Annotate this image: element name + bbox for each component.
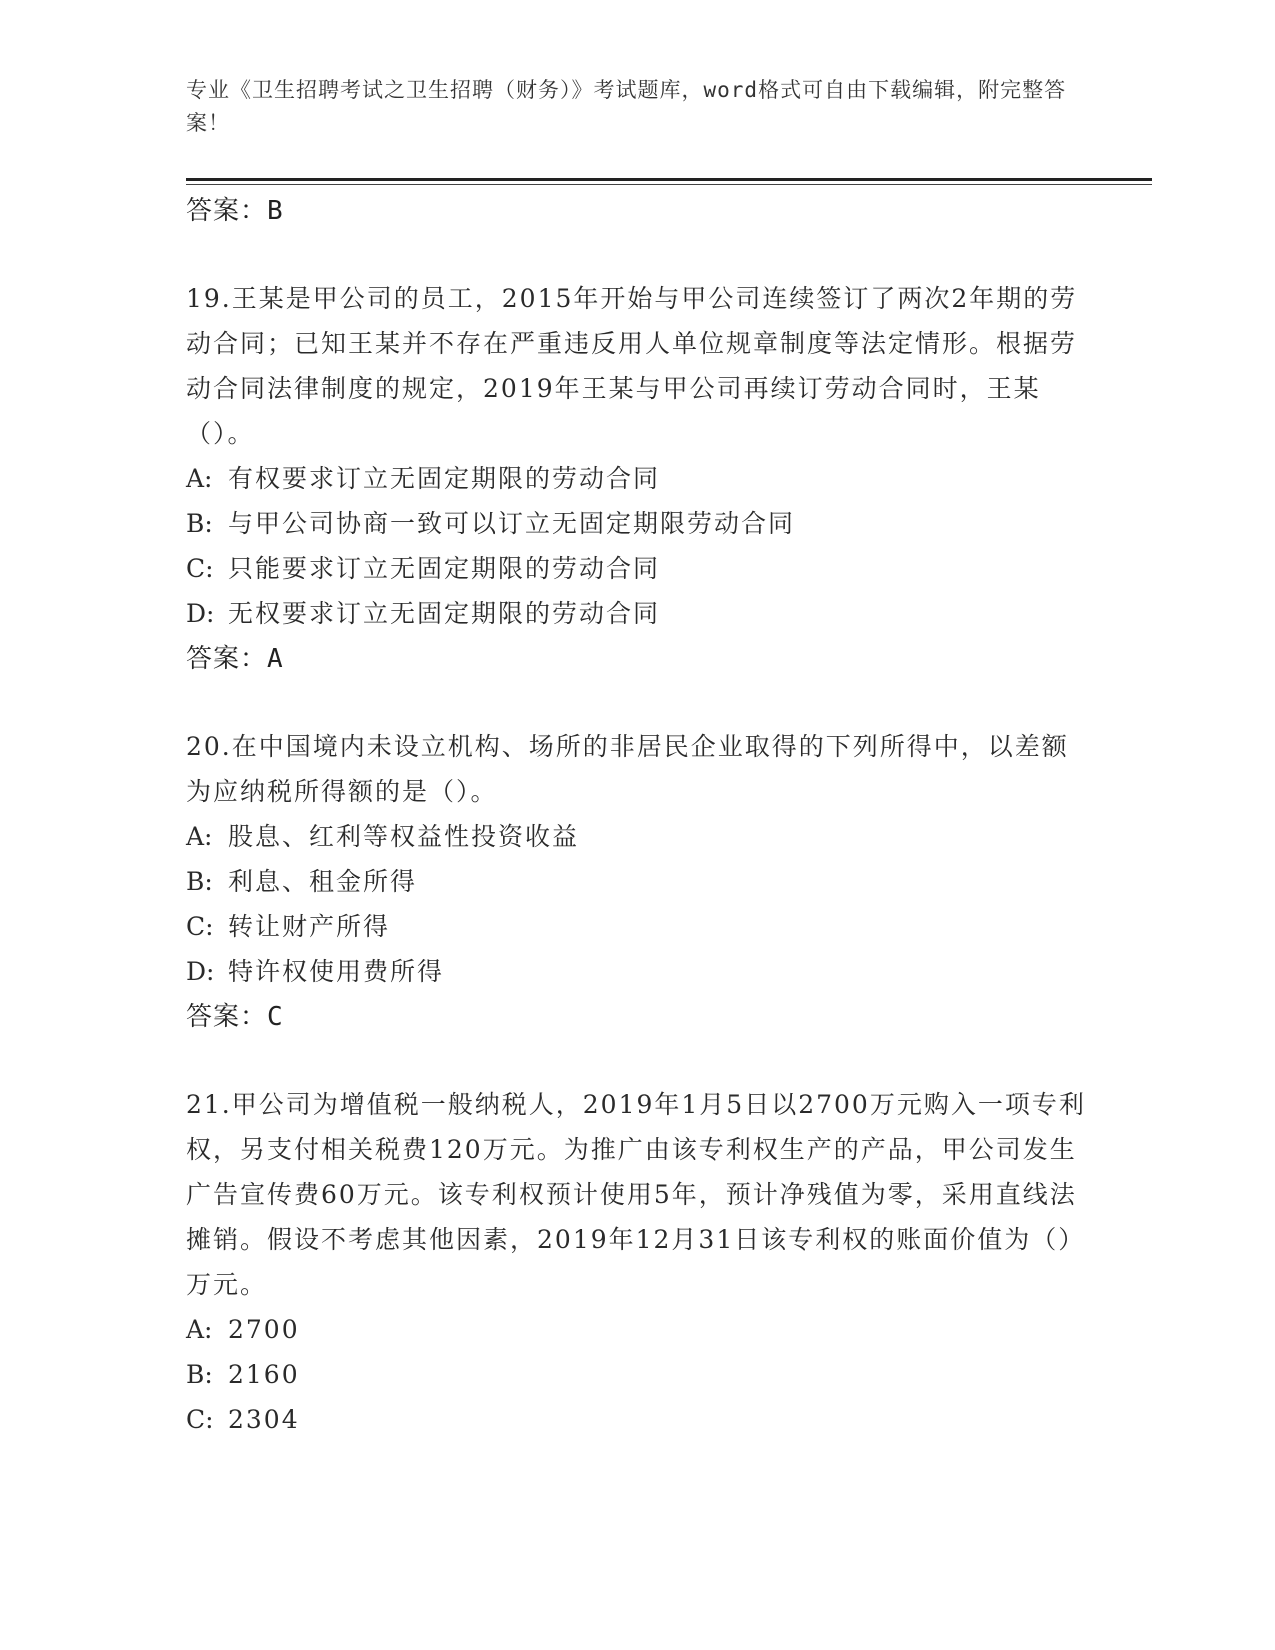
answer-value: C — [267, 1002, 284, 1032]
option-text: 转让财产所得 — [228, 912, 391, 941]
question-text: 甲公司为增值税一般纳税人，2019年1月5日以2700万元购入一项专利权，另支付相关税费120万元。为推广由该专利权生产的产品，甲公司发生广告宣传费60万元。该专利权预计使用5年，预计净残值为零，采用直线法摊销。假设不考虑其他因素，2019年12月31日该专利权的账面价值为（）万元。 — [186, 1090, 1086, 1299]
option-b — [186, 859, 1086, 904]
answer-line — [186, 188, 1086, 234]
answer-label: 答案： — [186, 1002, 268, 1032]
option-b — [186, 1352, 1086, 1397]
question-20 — [186, 724, 1086, 1040]
option-c — [186, 904, 1086, 949]
option-text: 有权要求订立无固定期限的劳动合同 — [228, 464, 661, 493]
option-c — [186, 546, 1086, 591]
option-text: 2700 — [228, 1315, 300, 1344]
option-b — [186, 501, 1086, 546]
option-letter: D: — [186, 957, 215, 986]
option-letter: C: — [186, 1405, 214, 1434]
option-text: 2304 — [228, 1405, 300, 1434]
option-text: 与甲公司协商一致可以订立无固定期限劳动合同 — [228, 509, 796, 538]
question-number: 20. — [186, 732, 232, 761]
option-text: 无权要求订立无固定期限的劳动合同 — [228, 599, 661, 628]
document-content — [186, 188, 1086, 1442]
question-stem — [186, 724, 1086, 814]
option-letter: A: — [186, 1315, 213, 1344]
question-stem — [186, 276, 1086, 456]
option-a — [186, 456, 1086, 501]
option-text: 2160 — [228, 1360, 300, 1389]
answer-line — [186, 636, 1086, 682]
question-19 — [186, 276, 1086, 682]
option-letter: B: — [186, 867, 213, 896]
question-21 — [186, 1082, 1086, 1442]
header-rule-thick — [186, 178, 1152, 181]
question-number: 21. — [186, 1090, 232, 1119]
question-text: 王某是甲公司的员工，2015年开始与甲公司连续签订了两次2年期的劳动合同；已知王某并不存在严重违反用人单位规章制度等法定情形。根据劳动合同法律制度的规定，2019年王某与甲公司再续订劳动合同时，王某（）。 — [186, 284, 1078, 448]
option-text: 只能要求订立无固定期限的劳动合同 — [228, 554, 661, 583]
answer-value: A — [267, 644, 284, 674]
page-header: 专业《卫生招聘考试之卫生招聘（财务）》考试题库，word格式可自由下载编辑，附完整答案！ — [186, 78, 1067, 135]
answer-line — [186, 994, 1086, 1040]
option-a — [186, 1307, 1086, 1352]
option-d — [186, 591, 1086, 636]
answer-label: 答案： — [186, 196, 268, 226]
option-text: 股息、红利等权益性投资收益 — [228, 822, 580, 851]
header-rule-thin — [186, 184, 1152, 185]
option-letter: B: — [186, 1360, 213, 1389]
option-d — [186, 949, 1086, 994]
option-letter: C: — [186, 912, 214, 941]
option-letter: D: — [186, 599, 215, 628]
option-letter: A: — [186, 822, 213, 851]
option-letter: C: — [186, 554, 214, 583]
option-text: 利息、租金所得 — [228, 867, 418, 896]
option-c — [186, 1397, 1086, 1442]
option-a — [186, 814, 1086, 859]
answer-value: B — [267, 196, 284, 226]
answer-label: 答案： — [186, 644, 268, 674]
question-stem — [186, 1082, 1086, 1307]
question-text: 在中国境内未设立机构、场所的非居民企业取得的下列所得中，以差额为应纳税所得额的是（）。 — [186, 732, 1069, 806]
option-text: 特许权使用费所得 — [228, 957, 445, 986]
option-letter: B: — [186, 509, 213, 538]
question-number: 19. — [186, 284, 232, 313]
option-letter: A: — [186, 464, 213, 493]
